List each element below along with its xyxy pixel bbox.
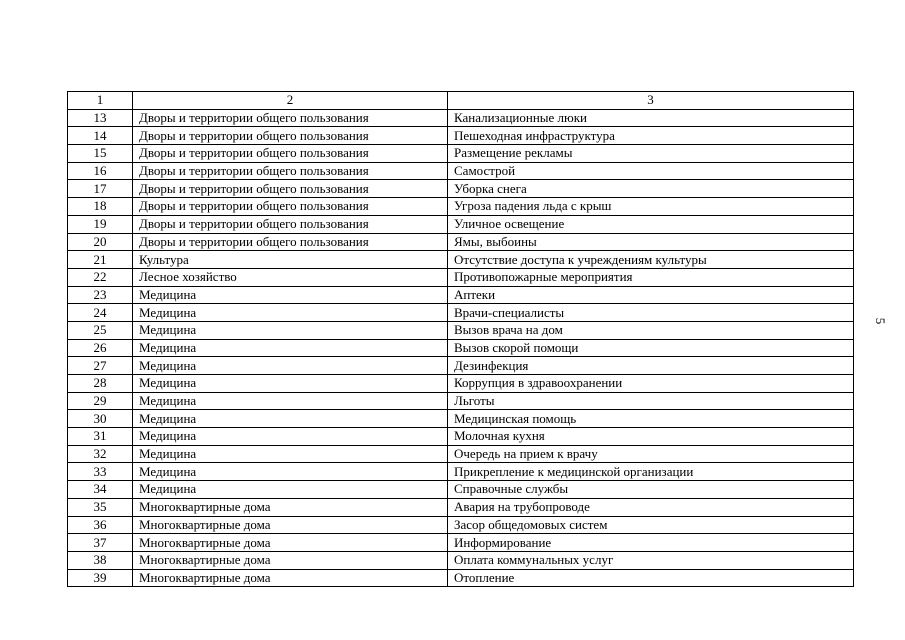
- header-cell-2: 2: [133, 92, 448, 110]
- category-cell: Медицина: [133, 445, 448, 463]
- subject-cell: Противопожарные мероприятия: [448, 268, 854, 286]
- table-row: [68, 215, 854, 233]
- category-cell: Медицина: [133, 428, 448, 446]
- subject-cell: Уборка снега: [448, 180, 854, 198]
- table-header-row: [68, 92, 854, 110]
- subject-cell: Прикрепление к медицинской организации: [448, 463, 854, 481]
- row-number-cell: 20: [68, 233, 133, 251]
- category-cell: Медицина: [133, 463, 448, 481]
- row-number-cell: 39: [68, 569, 133, 587]
- table-row: [68, 268, 854, 286]
- category-cell: Медицина: [133, 286, 448, 304]
- subject-cell: Ямы, выбоины: [448, 233, 854, 251]
- header-cell-3: 3: [448, 92, 854, 110]
- category-cell: Многоквартирные дома: [133, 534, 448, 552]
- row-number-cell: 38: [68, 551, 133, 569]
- table-body: [68, 109, 854, 587]
- category-cell: Дворы и территории общего пользования: [133, 233, 448, 251]
- table-row: [68, 481, 854, 499]
- category-cell: Лесное хозяйство: [133, 268, 448, 286]
- category-cell: Медицина: [133, 339, 448, 357]
- table-row: [68, 463, 854, 481]
- category-cell: Дворы и территории общего пользования: [133, 180, 448, 198]
- row-number-cell: 13: [68, 109, 133, 127]
- row-number-cell: 28: [68, 375, 133, 393]
- row-number-cell: 16: [68, 162, 133, 180]
- row-number-cell: 14: [68, 127, 133, 145]
- subject-cell: Коррупция в здравоохранении: [448, 375, 854, 393]
- table-row: [68, 162, 854, 180]
- table-row: [68, 286, 854, 304]
- row-number-cell: 19: [68, 215, 133, 233]
- row-number-cell: 18: [68, 198, 133, 216]
- category-cell: Дворы и территории общего пользования: [133, 162, 448, 180]
- page-number: 5: [873, 317, 888, 325]
- row-number-cell: 22: [68, 268, 133, 286]
- table-row: [68, 551, 854, 569]
- category-cell: Дворы и территории общего пользования: [133, 109, 448, 127]
- table-row: [68, 251, 854, 269]
- subject-cell: Канализационные люки: [448, 109, 854, 127]
- category-cell: Культура: [133, 251, 448, 269]
- row-number-cell: 23: [68, 286, 133, 304]
- subject-cell: Вызов врача на дом: [448, 321, 854, 339]
- subject-cell: Молочная кухня: [448, 428, 854, 446]
- category-cell: Дворы и территории общего пользования: [133, 198, 448, 216]
- header-cell-1: 1: [68, 92, 133, 110]
- table-row: [68, 569, 854, 587]
- category-cell: Медицина: [133, 357, 448, 375]
- row-number-cell: 26: [68, 339, 133, 357]
- category-cell: Медицина: [133, 481, 448, 499]
- category-cell: Многоквартирные дома: [133, 551, 448, 569]
- row-number-cell: 24: [68, 304, 133, 322]
- subject-cell: Медицинская помощь: [448, 410, 854, 428]
- table-row: [68, 127, 854, 145]
- category-cell: Медицина: [133, 392, 448, 410]
- row-number-cell: 21: [68, 251, 133, 269]
- category-cell: Медицина: [133, 375, 448, 393]
- subject-cell: Засор общедомовых систем: [448, 516, 854, 534]
- subject-cell: Самострой: [448, 162, 854, 180]
- row-number-cell: 15: [68, 145, 133, 163]
- row-number-cell: 36: [68, 516, 133, 534]
- table-row: [68, 109, 854, 127]
- table-row: [68, 145, 854, 163]
- subject-cell: Льготы: [448, 392, 854, 410]
- category-cell: Медицина: [133, 304, 448, 322]
- category-cell: Многоквартирные дома: [133, 498, 448, 516]
- table-row: [68, 392, 854, 410]
- row-number-cell: 37: [68, 534, 133, 552]
- table-row: [68, 428, 854, 446]
- subject-cell: Авария на трубопроводе: [448, 498, 854, 516]
- row-number-cell: 29: [68, 392, 133, 410]
- row-number-cell: 31: [68, 428, 133, 446]
- subject-cell: Информирование: [448, 534, 854, 552]
- subject-cell: Угроза падения льда с крыш: [448, 198, 854, 216]
- subject-cell: Оплата коммунальных услуг: [448, 551, 854, 569]
- category-cell: Многоквартирные дома: [133, 516, 448, 534]
- table-row: [68, 410, 854, 428]
- subject-cell: Справочные службы: [448, 481, 854, 499]
- row-number-cell: 33: [68, 463, 133, 481]
- subject-cell: Очередь на прием к врачу: [448, 445, 854, 463]
- table-row: [68, 516, 854, 534]
- subject-cell: Врачи-специалисты: [448, 304, 854, 322]
- category-cell: Многоквартирные дома: [133, 569, 448, 587]
- table-row: [68, 498, 854, 516]
- table-row: [68, 357, 854, 375]
- category-cell: Дворы и территории общего пользования: [133, 127, 448, 145]
- table-row: [68, 339, 854, 357]
- table-row: [68, 375, 854, 393]
- category-cell: Дворы и территории общего пользования: [133, 215, 448, 233]
- data-table: [67, 91, 854, 587]
- row-number-cell: 30: [68, 410, 133, 428]
- subject-cell: Аптеки: [448, 286, 854, 304]
- subject-cell: Отопление: [448, 569, 854, 587]
- table-row: [68, 233, 854, 251]
- table-row: [68, 180, 854, 198]
- row-number-cell: 25: [68, 321, 133, 339]
- subject-cell: Отсутствие доступа к учреждениям культуры: [448, 251, 854, 269]
- table-row: [68, 321, 854, 339]
- row-number-cell: 17: [68, 180, 133, 198]
- subject-cell: Пешеходная инфраструктура: [448, 127, 854, 145]
- row-number-cell: 27: [68, 357, 133, 375]
- subject-cell: Уличное освещение: [448, 215, 854, 233]
- category-cell: Медицина: [133, 410, 448, 428]
- table-row: [68, 445, 854, 463]
- subject-cell: Вызов скорой помощи: [448, 339, 854, 357]
- subject-cell: Дезинфекция: [448, 357, 854, 375]
- table-row: [68, 534, 854, 552]
- category-cell: Медицина: [133, 321, 448, 339]
- row-number-cell: 32: [68, 445, 133, 463]
- subject-cell: Размещение рекламы: [448, 145, 854, 163]
- table-row: [68, 304, 854, 322]
- table-row: [68, 198, 854, 216]
- category-cell: Дворы и территории общего пользования: [133, 145, 448, 163]
- row-number-cell: 35: [68, 498, 133, 516]
- row-number-cell: 34: [68, 481, 133, 499]
